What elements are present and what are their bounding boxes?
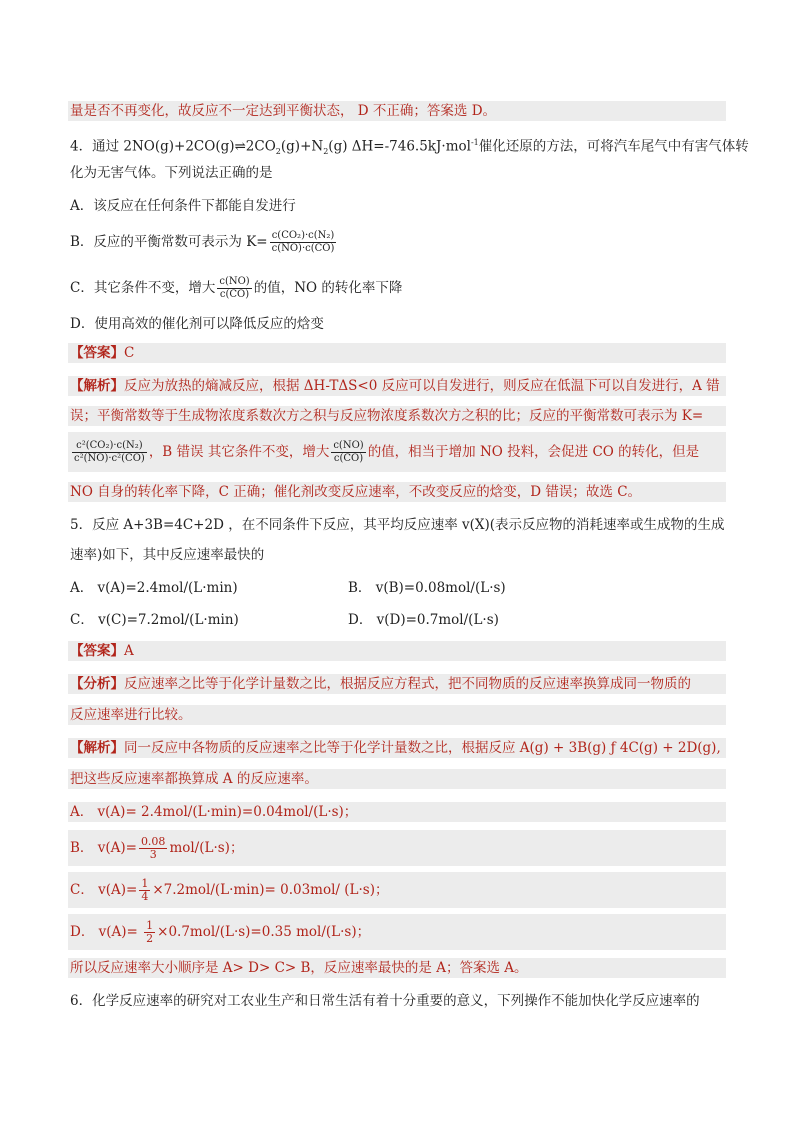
- q5-calc-d: [68, 914, 726, 950]
- q5-calc-b: [68, 830, 726, 866]
- analysis-text: ，B 错误 其它条件不变，增大: [148, 444, 330, 460]
- q4-analysis-fraction-k: [72, 440, 147, 465]
- q4-option-c-suffix: 的值，NO 的转化率下降: [253, 280, 403, 296]
- fraction-numerator: c²(CO₂)·c(N₂): [72, 440, 147, 453]
- fraction-numerator: c(NO): [333, 440, 364, 451]
- q4-stem-part3: (g) ΔH=-746.5kJ·mol: [328, 138, 471, 155]
- q5-jiexi-line2: 把这些反应速率都换算成 A 的反应速率。: [68, 769, 726, 789]
- q5-stem-line1: 5．反应 A+3B=4C+2D ，在不同条件下反应，其平均反应速率 v(X)(表示反应物的消耗速率或生成物的生成: [70, 517, 725, 533]
- calc-prefix: B． v(A)=: [70, 840, 137, 856]
- answer-tag: 【答案】: [70, 345, 124, 361]
- q4-analysis-fraction-ratio: [331, 440, 365, 465]
- fraction-numerator: c(CO₂)·c(N₂): [270, 230, 337, 243]
- answer-value: C: [124, 345, 135, 361]
- q5-option-a: A． v(A)=2.4mol/(L·min): [70, 580, 238, 596]
- fraction-denominator: c(NO)·c(CO): [271, 243, 335, 254]
- q4-option-c: [70, 276, 402, 301]
- q5-option-c: C． v(C)=7.2mol/(L·min): [70, 612, 239, 628]
- q4-option-b-prefix: B．反应的平衡常数可表示为 K=: [70, 234, 268, 250]
- q4-stem-part2: (g)+N: [280, 138, 324, 155]
- answer-value: A: [124, 643, 134, 659]
- fraction-numerator: 1: [146, 919, 154, 932]
- q4-option-b: [70, 230, 338, 255]
- q5-conclusion: 所以反应速率大小顺序是 A> D> C> B，反应速率最快的是 A；答案选 A。: [68, 958, 726, 978]
- fraction-denominator: c(CO): [333, 453, 364, 464]
- fenxi-text: 反应速率之比等于化学计量数之比，根据反应方程式，把不同物质的反应速率换算成同一物质的: [124, 676, 691, 692]
- q4-analysis-line4: NO 自身的转化率下降，C 正确；催化剂改变反应速率，不改变反应的焓变，D 错误；故选 C。: [68, 482, 726, 502]
- q5-option-d: D． v(D)=0.7mol/(L·s): [348, 612, 499, 628]
- calc-b-fraction: [139, 836, 168, 861]
- fenxi-tag: 【分析】: [70, 676, 124, 692]
- calc-c-fraction: [139, 878, 150, 903]
- fraction-denominator: 4: [141, 890, 149, 903]
- fraction-numerator: c(NO): [219, 276, 250, 287]
- q4-analysis-line2: 误；平衡常数等于生成物浓度系数次方之积与反应物浓度系数次方之积的比；反应的平衡常数可表示为 K=: [68, 406, 726, 426]
- q4-analysis-line3: [68, 432, 726, 472]
- calc-prefix: C． v(A)=: [70, 882, 138, 898]
- q4-analysis-line1: [68, 376, 726, 396]
- q5-fenxi-line1: [68, 674, 726, 694]
- fraction-numerator: 0.08: [140, 835, 166, 848]
- q5-calc-c: [68, 872, 726, 908]
- q4-option-c-fraction: [217, 276, 251, 301]
- q4-answer: [68, 343, 726, 363]
- analysis-text: 的值，相当于增加 NO 投料，会促进 CO 的转化，但是: [367, 444, 700, 460]
- q5-calc-a: A． v(A)= 2.4mol/(L·min)=0.04mol/(L·s)；: [68, 802, 726, 822]
- answer-tag: 【答案】: [70, 643, 124, 659]
- q4-option-b-fraction: [270, 230, 337, 255]
- q4-stem-part1: 4．通过 2NO(g)+2CO(g)⇌2CO: [70, 138, 276, 155]
- q5-stem-line2: 速率)如下，其中反应速率最快的: [70, 547, 265, 563]
- q4-option-d: D．使用高效的催化剂可以降低反应的焓变: [70, 316, 324, 332]
- calc-suffix: ×7.2mol/(L·min)= 0.03mol/ (L·s)；: [152, 882, 389, 898]
- calc-prefix: D． v(A)=: [70, 924, 143, 940]
- previous-answer-tail: 量是否不再变化，故反应不一定达到平衡状态， D 不正确；答案选 D。: [68, 101, 726, 121]
- calc-d-fraction: [144, 920, 155, 945]
- q5-fenxi-line2: 反应速率进行比较。: [68, 705, 726, 725]
- q4-option-c-prefix: C．其它条件不变，增大: [70, 280, 216, 296]
- fraction-denominator: c(CO): [219, 289, 250, 300]
- q5-jiexi-line1: [68, 738, 726, 758]
- q4-option-a: A．该反应在任何条件下都能自发进行: [70, 198, 296, 214]
- q4-stem-part4: 催化还原的方法，可将汽车尾气中有害气体转: [478, 138, 749, 155]
- analysis-text: 反应为放热的熵减反应，根据 ΔH-TΔS<0 反应可以自发进行，则反应在低温下可以自发进行，A 错: [124, 378, 720, 394]
- jiexi-text: 同一反应中各物质的反应速率之比等于化学计量数之比，根据反应 A(g) + 3B(g) ƒ 4C(g) + 2D(g),: [124, 740, 721, 756]
- q4-stem-line2: 化为无害气体。下列说法正确的是: [70, 165, 273, 181]
- analysis-tag: 【解析】: [70, 378, 124, 394]
- fraction-denominator: 2: [146, 932, 154, 945]
- q6-stem-line1: 6．化学反应速率的研究对工农业生产和日常生活有着十分重要的意义，下列操作不能加快化学反应速率的: [70, 993, 700, 1009]
- fraction-denominator: c²(NO)·c²(CO): [74, 453, 145, 464]
- calc-suffix: mol/(L·s)；: [169, 840, 244, 856]
- q4-stem-line1: 4．通过 $2NO(g)+2CO(g)\rightleftharpoons 2CO_2(g)+N_2(g)$ ΔH=-746.5kJ·mol$^{-1}$催化还原的方法，可将汽车尾气中有害气体转: [70, 138, 749, 157]
- calc-suffix: ×0.7mol/(L·s)=0.35 mol/(L·s)；: [157, 924, 371, 940]
- fraction-numerator: 1: [141, 877, 149, 890]
- q5-answer: [68, 641, 726, 661]
- jiexi-tag: 【解析】: [70, 740, 124, 756]
- fraction-denominator: 3: [149, 848, 157, 861]
- q5-option-b: B． v(B)=0.08mol/(L·s): [348, 580, 506, 596]
